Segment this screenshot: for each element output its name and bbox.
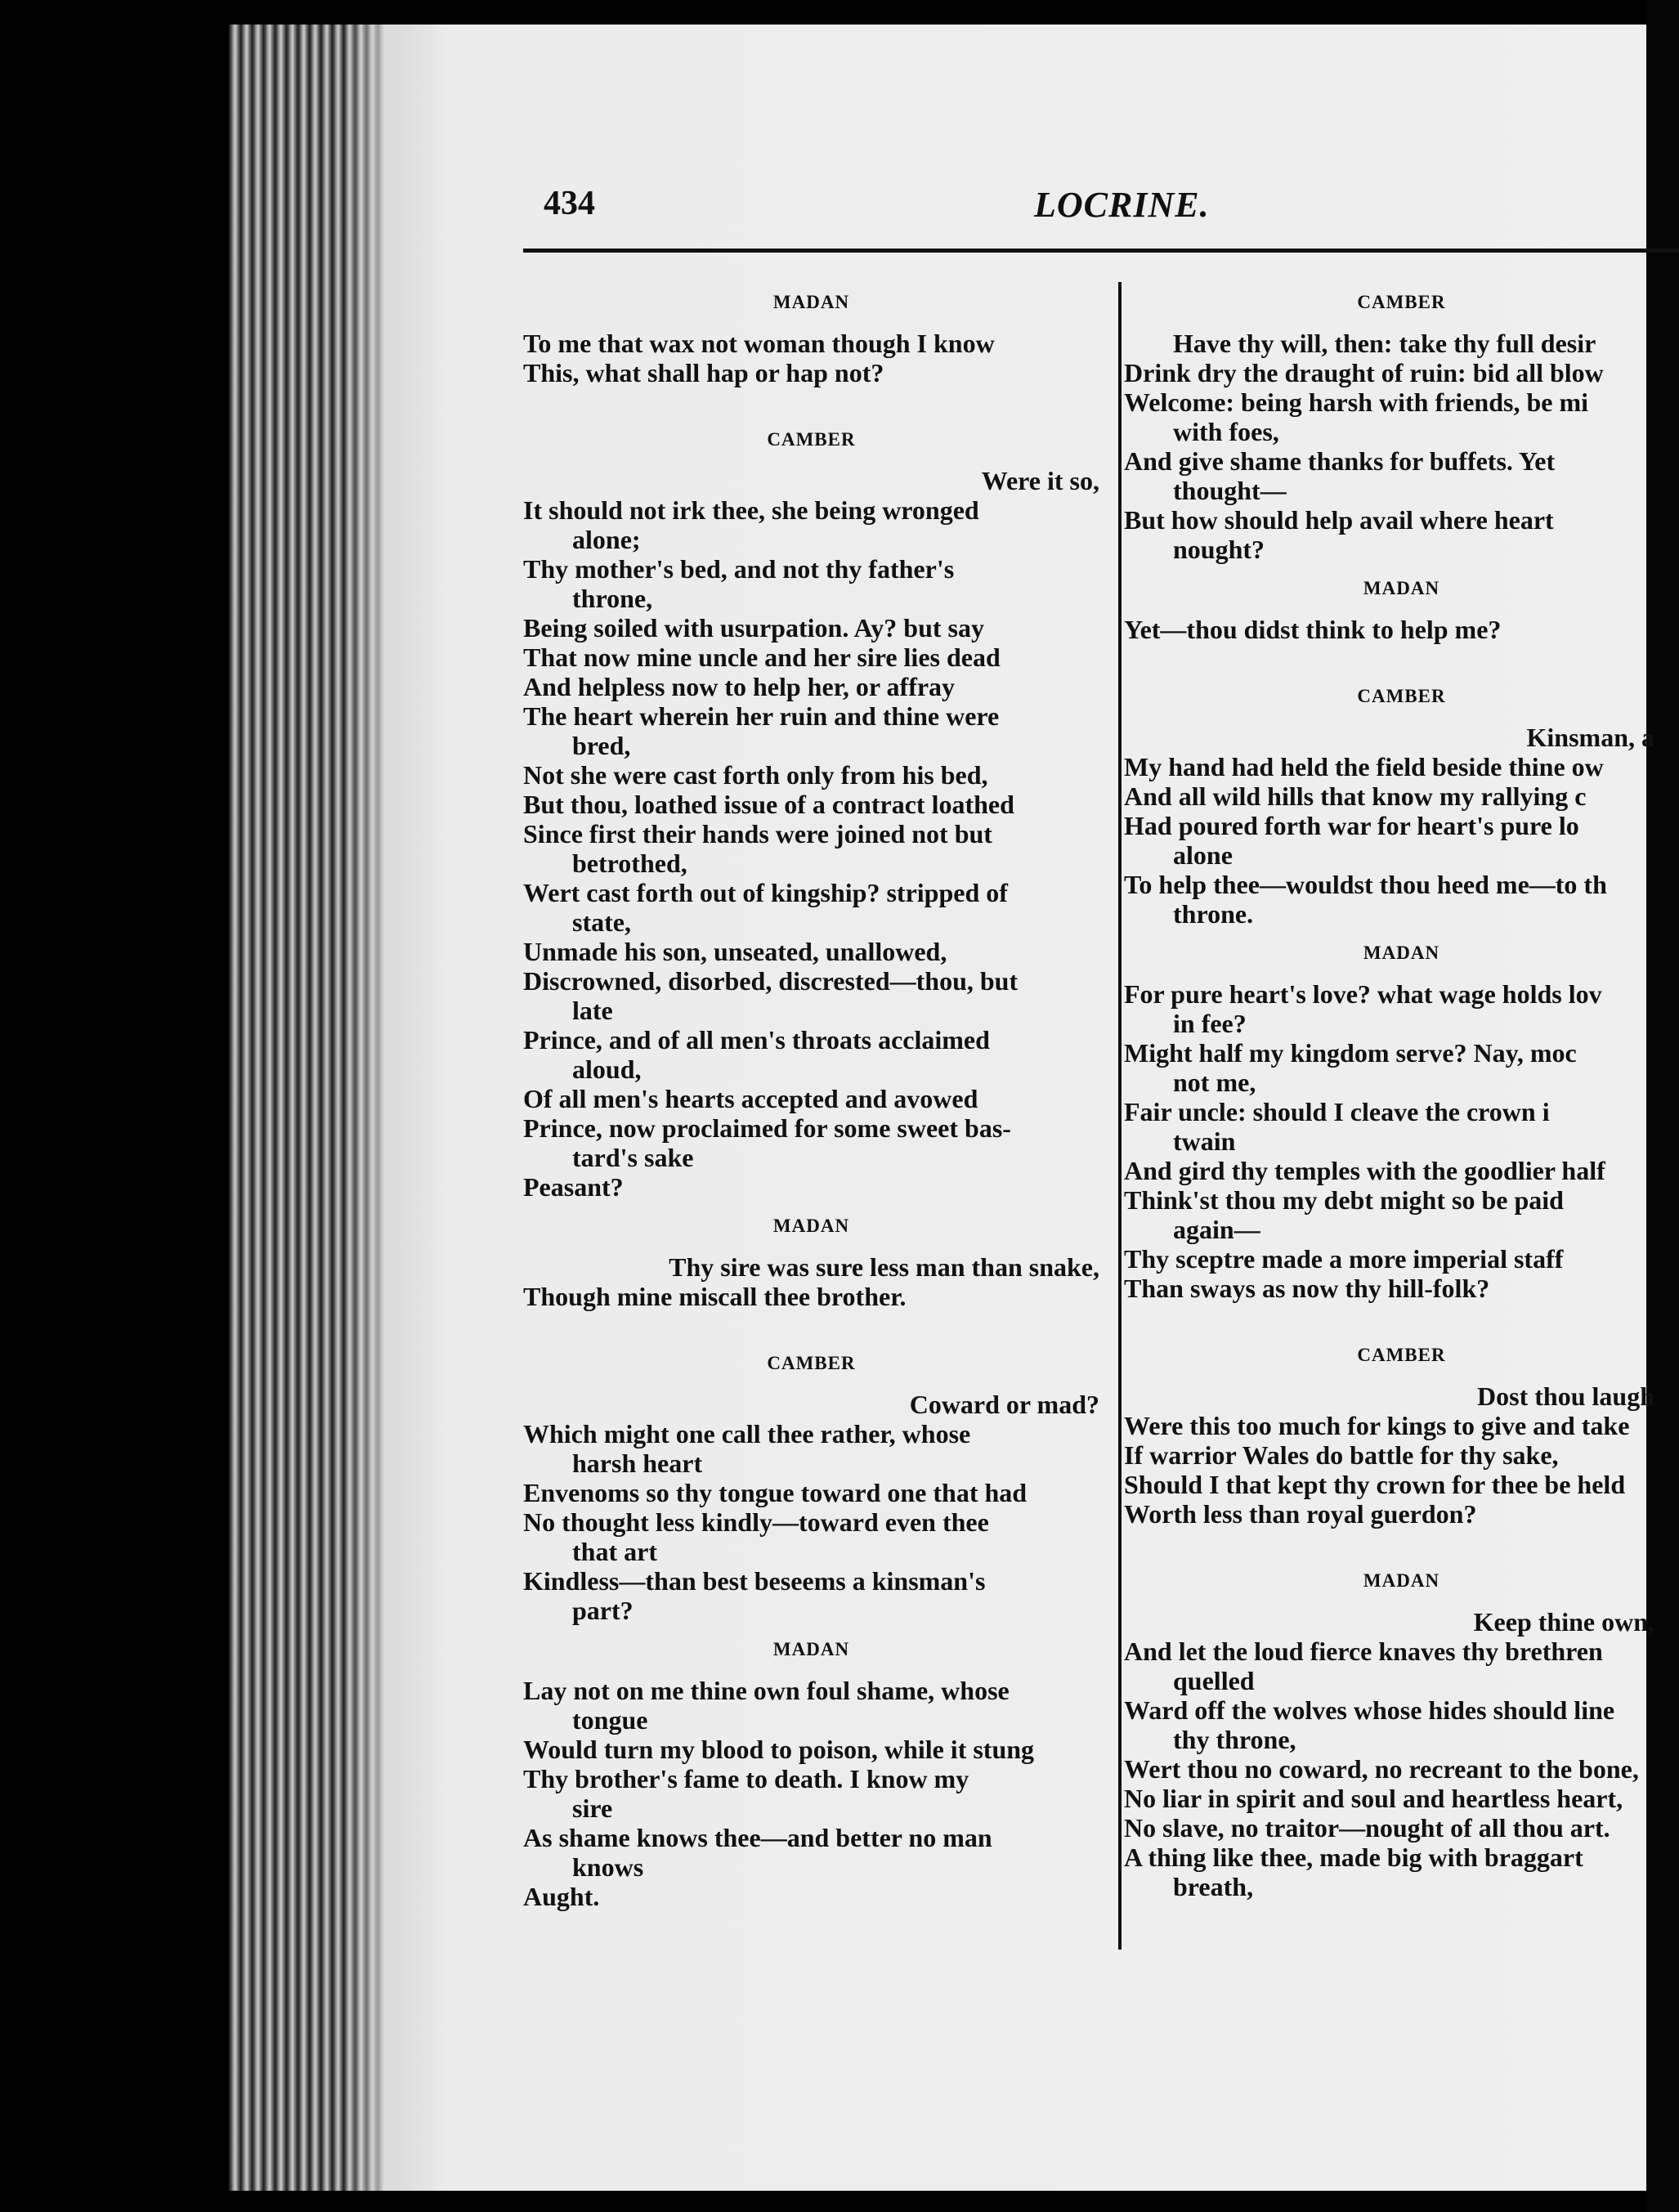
verse-line: My hand had held the field beside thine ow: [1124, 752, 1604, 781]
verse-line: Of all men's hearts accepted and avowed: [523, 1084, 978, 1113]
verse-line: No liar in spirit and soul and heartless heart,: [1124, 1784, 1623, 1813]
verse-line: state,: [572, 907, 631, 937]
verse-line: Thy sire was sure less man than snake,: [669, 1252, 1099, 1282]
verse-line: Since first their hands were joined not but: [523, 819, 992, 849]
verse-line: But thou, loathed issue of a contract loathed: [523, 790, 1014, 819]
left-column: [523, 278, 1099, 1911]
verse-line: Welcome: being harsh with friends, be mi: [1124, 387, 1588, 417]
verse-line: But how should help avail where heart: [1124, 505, 1554, 535]
verse-line: The heart wherein her ruin and thine were: [523, 701, 1000, 731]
verse-line: Were this too much for kings to give and take: [1124, 1411, 1630, 1440]
speaker-name: MADAN: [772, 1639, 850, 1659]
verse-line: Prince, now proclaimed for some sweet bas-: [523, 1113, 1011, 1143]
verse-line: with foes,: [1173, 417, 1279, 446]
verse-line: Kinsman, a: [1526, 723, 1654, 752]
verse-line: twain: [1173, 1126, 1236, 1156]
verse-line: It should not irk thee, she being wronged: [523, 495, 979, 525]
verse-line: alone;: [572, 525, 641, 554]
verse-line: part?: [572, 1596, 634, 1625]
verse-line: betrothed,: [572, 849, 687, 878]
verse-line: aloud,: [572, 1055, 642, 1084]
verse-line: not me,: [1173, 1068, 1256, 1097]
speaker-name: CAMBER: [1357, 686, 1446, 706]
verse-line: tard's sake: [572, 1143, 694, 1172]
verse-line: Than sways as now thy hill-folk?: [1124, 1274, 1490, 1303]
verse-line: Unmade his son, unseated, unallowed,: [523, 937, 947, 966]
verse-line: Would turn my blood to poison, while it stung: [523, 1735, 1035, 1764]
verse-line: in fee?: [1173, 1009, 1247, 1038]
verse-line: And give shame thanks for buffets. Yet: [1124, 446, 1556, 476]
speaker-name: MADAN: [1363, 943, 1440, 963]
page-header: [544, 184, 1679, 241]
verse-line: As shame knows thee—and better no man: [523, 1823, 992, 1852]
stanza-gap: [1124, 1303, 1679, 1331]
verse-line: throne.: [1173, 899, 1254, 929]
verse-line: Which might one call thee rather, whose: [523, 1419, 971, 1449]
verse-line: To me that wax not woman though I know: [523, 329, 995, 358]
speaker-name: CAMBER: [767, 429, 856, 450]
page-number: 434: [544, 185, 595, 222]
verse-line: Not she were cast forth only from his bed,: [523, 760, 988, 790]
gutter-shadow: [343, 25, 433, 2191]
verse-line: throne,: [572, 584, 653, 613]
verse-line: Have thy will, then: take thy full desir: [1173, 329, 1596, 358]
speaker-name: MADAN: [1363, 578, 1440, 598]
verse-line: Fair uncle: should I cleave the crown i: [1124, 1097, 1550, 1126]
verse-line: Ward off the wolves whose hides should line: [1124, 1695, 1615, 1725]
verse-line: Kindless—than best beseems a kinsman's: [523, 1566, 986, 1596]
verse-line: To help thee—wouldst thou heed me—to th: [1124, 870, 1607, 899]
verse-line: And let the loud fierce knaves thy brethren: [1124, 1637, 1603, 1666]
column-rule: [1118, 282, 1122, 1950]
verse-line: Prince, and of all men's throats acclaimed: [523, 1025, 990, 1055]
verse-line: Lay not on me thine own foul shame, whose: [523, 1676, 1010, 1705]
verse-line: No slave, no traitor—nought of all thou art.: [1124, 1813, 1610, 1843]
verse-line: Dost thou laugh: [1477, 1381, 1654, 1411]
verse-line: thought—: [1173, 476, 1287, 505]
verse-line: that art: [572, 1537, 657, 1566]
verse-line: And all wild hills that know my rallying c: [1124, 781, 1587, 811]
verse-line: That now mine uncle and her sire lies dead: [523, 643, 1001, 672]
verse-line: again—: [1173, 1215, 1260, 1244]
speaker-name: MADAN: [772, 1216, 850, 1236]
stanza-gap: [1124, 644, 1679, 672]
verse-line: tongue: [572, 1705, 648, 1735]
verse-line: quelled: [1173, 1666, 1255, 1695]
verse-line: Thy mother's bed, and not thy father's: [523, 554, 955, 584]
verse-line: For pure heart's love? what wage holds lov: [1124, 979, 1602, 1009]
verse-line: Coward or mad?: [909, 1390, 1099, 1419]
verse-line: Should I that kept thy crown for thee be held: [1124, 1470, 1626, 1499]
speaker-name: MADAN: [772, 292, 850, 312]
verse-line: nought?: [1173, 535, 1265, 564]
verse-line: If warrior Wales do battle for thy sake,: [1124, 1440, 1559, 1470]
verse-line: sire: [572, 1793, 613, 1823]
running-head: LOCRINE.: [1034, 185, 1210, 225]
stanza-gap: [1124, 1529, 1679, 1556]
verse-line: Worth less than royal guerdon?: [1124, 1499, 1477, 1529]
speaker-name: MADAN: [1363, 1570, 1440, 1591]
verse-line: bred,: [572, 731, 631, 760]
verse-line: Thy brother's fame to death. I know my: [523, 1764, 969, 1793]
verse-line: harsh heart: [572, 1449, 703, 1478]
verse-line: No thought less kindly—toward even thee: [523, 1507, 989, 1537]
verse-line: Might half my kingdom serve? Nay, moc: [1124, 1038, 1577, 1068]
verse-line: Discrowned, disorbed, discrested—thou, but: [523, 966, 1019, 996]
stanza-gap: [523, 387, 1099, 415]
verse-line: Wert cast forth out of kingship? stripped of: [523, 878, 1008, 907]
verse-line: knows: [572, 1852, 644, 1882]
verse-line: Were it so,: [981, 466, 1099, 495]
header-rule: [523, 249, 1679, 253]
verse-line: Peasant?: [523, 1172, 624, 1202]
verse-line: Envenoms so thy tongue toward one that had: [523, 1478, 1028, 1507]
right-column: [1124, 278, 1679, 1901]
stanza-gap: [523, 1311, 1099, 1339]
verse-line: Had poured forth war for heart's pure lo: [1124, 811, 1579, 840]
speaker-name: CAMBER: [1357, 1345, 1446, 1365]
speaker-name: CAMBER: [767, 1353, 856, 1373]
verse-line: Wert thou no coward, no recreant to the bone,: [1124, 1754, 1639, 1784]
verse-line: Aught.: [523, 1882, 600, 1911]
verse-line: A thing like thee, made big with braggart: [1124, 1843, 1583, 1872]
verse-line: And helpless now to help her, or affray: [523, 672, 956, 701]
verse-line: Being soiled with usurpation. Ay? but say: [523, 613, 984, 643]
verse-line: alone: [1173, 840, 1233, 870]
verse-line: And gird thy temples with the goodlier half: [1124, 1156, 1605, 1185]
verse-line: Yet—thou didst think to help me?: [1124, 615, 1502, 644]
verse-line: Thy sceptre made a more imperial staff: [1124, 1244, 1564, 1274]
verse-line: Though mine miscall thee brother.: [523, 1282, 907, 1311]
verse-line: late: [572, 996, 613, 1025]
verse-line: This, what shall hap or hap not?: [523, 358, 884, 387]
verse-line: thy throne,: [1173, 1725, 1296, 1754]
verse-line: Drink dry the draught of ruin: bid all blow: [1124, 358, 1604, 387]
verse-line: breath,: [1173, 1872, 1254, 1901]
verse-line: Keep thine own,: [1473, 1607, 1654, 1637]
verse-line: Think'st thou my debt might so be paid: [1124, 1185, 1564, 1215]
speaker-name: CAMBER: [1357, 292, 1446, 312]
